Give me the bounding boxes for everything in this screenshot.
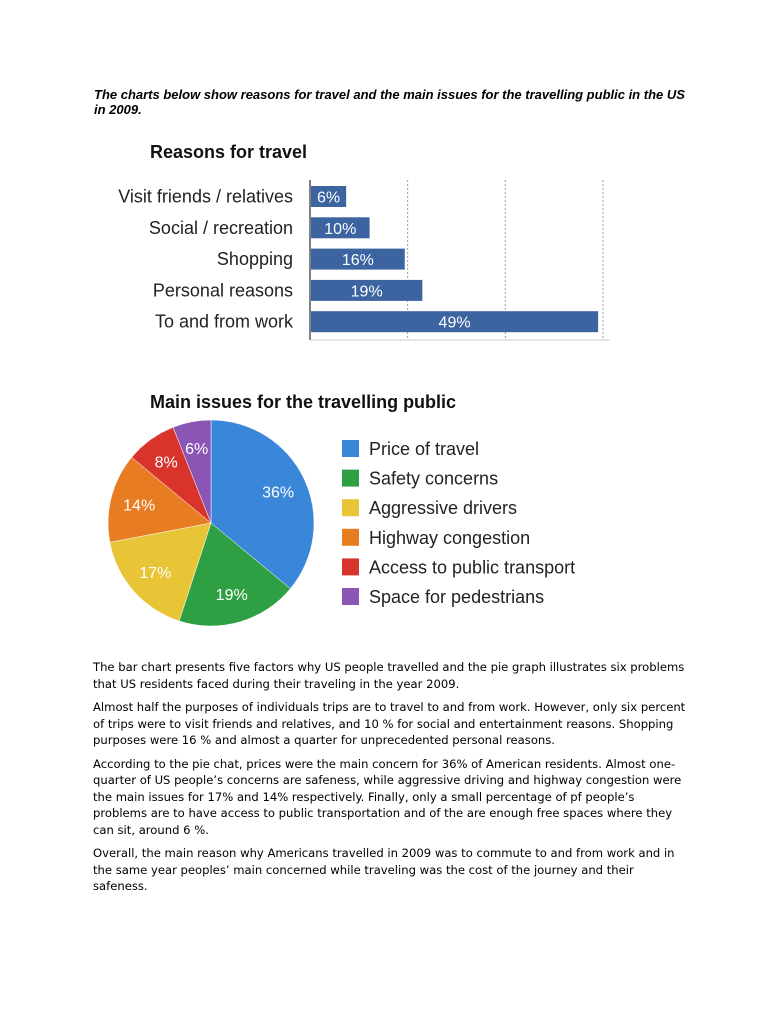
legend-label: Highway congestion [369,527,531,548]
category-label: To and from work [154,311,293,332]
bar-data-label: 16% [341,252,374,270]
bar-data-label: 6% [317,189,341,207]
bar-data-label: 10% [324,220,357,238]
bar-chart [0,170,768,355]
legend-swatch [342,470,359,487]
legend-swatch [342,529,359,546]
legend-swatch [342,499,359,516]
category-label: Shopping [216,249,293,270]
category-label: Social / recreation [148,217,293,238]
pie-data-label: 14% [123,497,156,515]
pie-data-label: 8% [154,454,178,472]
paragraph: The bar chart presents five factors why US people travelled and the pie graph illustrates six problems that US residents faced during their traveling in the year 2009. [93,660,685,691]
pie-data-label: 17% [139,565,172,583]
category-label: Personal reasons [152,280,293,301]
legend-label: Access to public transport [369,557,576,578]
intro-text: The charts below show reasons for travel and the main issues for the travelling public in the US in 2009. [94,87,685,117]
pie-data-label: 19% [215,587,248,605]
paragraph: According to the pie chat, prices were the main concern for 36% of American residents. Almost one-quarter of US people’s concerns are safeness, while aggressive driving and highway congestion were the main issues for 17% and 14% respectively. Finally, only a small percentage of pf people’s problems are to have access to public transportation and of the are enough free spaces where they can sit, around 6 %. [93,756,682,837]
legend-swatch [342,558,359,575]
legend-label: Safety concerns [369,468,499,489]
bar-data-label: 19% [350,283,383,301]
legend-label: Space for pedestrians [369,587,545,607]
bar-data-label: 49% [438,314,471,332]
category-label: Visit friends / relatives [118,186,293,207]
pie-data-label: 36% [262,484,295,502]
legend-label: Price of travel [369,439,480,459]
legend-label: Aggressive drivers [369,498,518,519]
pie-chart-title: Main issues for the travelling public [150,392,457,412]
paragraph: Almost half the purposes of individuals trips are to travel to and from work. However, only six percent of trips were to visit friends and relatives, and 10 % for social and entertainment reasons. Shopping purposes were 16 % and almost a quarter for unprecedented personal reasons. [93,700,686,747]
legend-swatch [342,588,359,605]
legend-swatch [342,440,359,457]
bar-chart-title: Reasons for travel [150,142,308,162]
body-text [93,659,688,902]
pie-chart [0,410,768,640]
pie-data-label: 6% [185,441,209,459]
paragraph: Overall, the main reason why Americans travelled in 2009 was to commute to and from work and in the same year peoples’ main concerned while traveling was the cost of the journey and their safeness. [93,846,675,893]
